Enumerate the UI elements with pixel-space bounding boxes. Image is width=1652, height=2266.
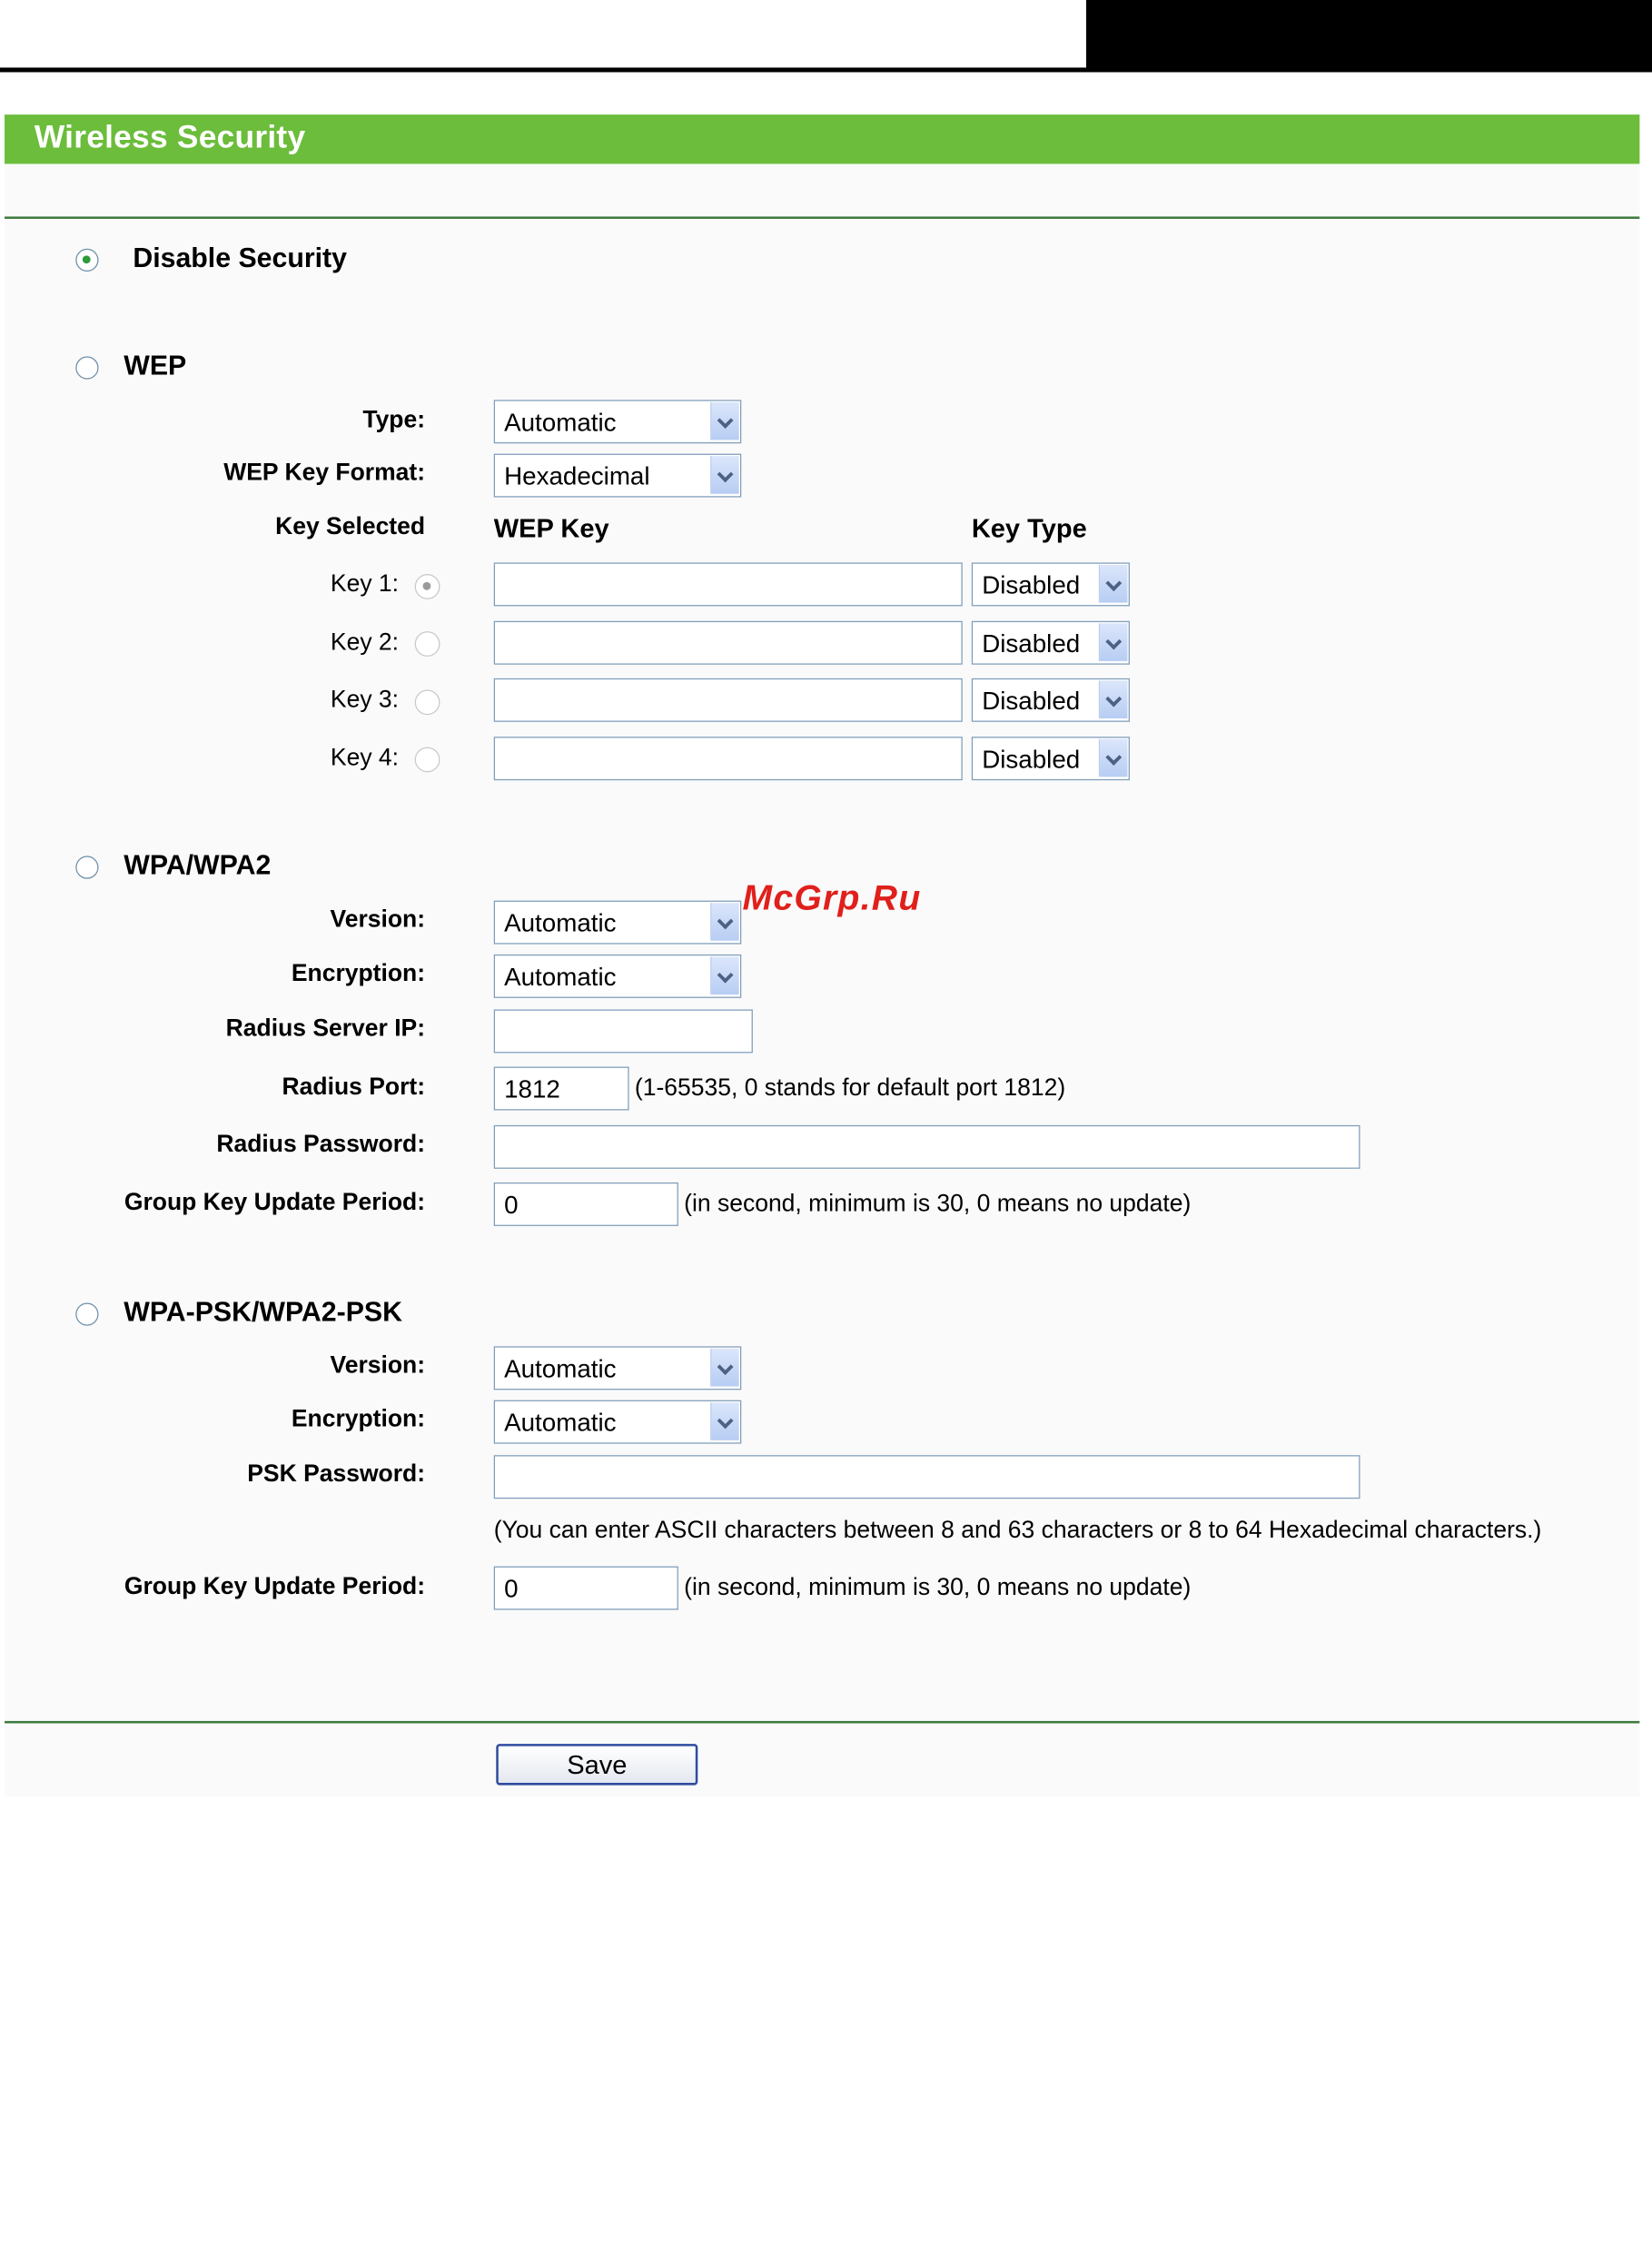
key-3-input[interactable] <box>494 678 963 722</box>
wep-type-select[interactable] <box>494 400 742 443</box>
psk-group-key-label: Group Key Update Period: <box>124 1573 426 1600</box>
chevron-down-icon[interactable] <box>710 1349 739 1387</box>
radius-ip-input[interactable] <box>494 1009 753 1053</box>
psk-version-select[interactable] <box>494 1346 742 1390</box>
radius-port-value: 1812 <box>504 1074 560 1103</box>
psk-encryption-value: Automatic <box>504 1408 617 1438</box>
psk-radio[interactable] <box>75 1302 98 1325</box>
wpa-group-key-input[interactable] <box>494 1182 678 1226</box>
wep-label: WEP <box>124 351 187 382</box>
key-4-radio[interactable] <box>415 747 440 773</box>
wpa-group-key-hint: (in second, minimum is 30, 0 means no update) <box>684 1190 1192 1217</box>
key-1-input[interactable] <box>494 562 963 606</box>
psk-group-key-input[interactable] <box>494 1567 678 1610</box>
radius-port-label: Radius Port: <box>282 1074 426 1101</box>
psk-version-label: Version: <box>330 1351 426 1379</box>
chevron-down-icon[interactable] <box>710 903 739 941</box>
radius-ip-label: Radius Server IP: <box>225 1014 426 1042</box>
radius-port-input[interactable] <box>494 1067 629 1111</box>
wep-type-label: Type: <box>362 406 426 433</box>
wpa-version-value: Automatic <box>504 908 617 937</box>
radius-port-hint: (1-65535, 0 stands for default port 1812) <box>634 1074 1066 1102</box>
wpa-radio[interactable] <box>75 856 98 878</box>
key-2-input[interactable] <box>494 621 963 665</box>
wpa-label: WPA/WPA2 <box>124 850 272 882</box>
key-4-label: Key 4: <box>330 745 400 772</box>
psk-password-input[interactable] <box>494 1455 1360 1499</box>
top-black-block <box>1086 0 1652 71</box>
key-1-type-select[interactable] <box>972 562 1130 606</box>
key-3-radio[interactable] <box>415 689 440 715</box>
key-3-type-value: Disabled <box>982 686 1081 716</box>
psk-password-label: PSK Password: <box>247 1460 426 1488</box>
watermark: McGrp.Ru <box>742 877 922 918</box>
key-2-label: Key 2: <box>330 628 400 656</box>
psk-label: WPA-PSK/WPA2-PSK <box>124 1297 402 1329</box>
wpa-encryption-value: Automatic <box>504 962 617 992</box>
key-1-radio[interactable] <box>415 574 440 599</box>
psk-encryption-label: Encryption: <box>291 1405 426 1432</box>
key-1-type-value: Disabled <box>982 570 1081 599</box>
psk-password-hint: (You can enter ASCII characters between 8 and 63 characters or 8 to 64 Hexadecimal characters.) <box>493 1517 1542 1544</box>
key-2-type-select[interactable] <box>972 621 1130 665</box>
chevron-down-icon[interactable] <box>710 956 739 994</box>
wep-format-label: WEP Key Format: <box>223 459 426 486</box>
key-selected-header: Key Selected <box>275 513 426 540</box>
chevron-down-icon[interactable] <box>1099 739 1128 777</box>
key-2-radio[interactable] <box>415 631 440 657</box>
chevron-down-icon[interactable] <box>710 456 739 494</box>
key-type-header: Key Type <box>971 513 1087 543</box>
page-title: Wireless Security <box>34 119 306 155</box>
psk-group-key-value: 0 <box>504 1574 519 1603</box>
wep-type-value: Automatic <box>504 408 617 437</box>
chevron-down-icon[interactable] <box>710 1402 739 1440</box>
psk-version-value: Automatic <box>504 1354 617 1383</box>
key-3-type-select[interactable] <box>972 678 1130 722</box>
key-4-input[interactable] <box>494 737 963 780</box>
chevron-down-icon[interactable] <box>1099 623 1128 661</box>
wpa-version-select[interactable] <box>494 901 742 945</box>
psk-encryption-select[interactable] <box>494 1400 742 1444</box>
disable-security-label: Disable Security <box>133 242 347 274</box>
radius-password-input[interactable] <box>494 1125 1360 1169</box>
psk-group-key-hint: (in second, minimum is 30, 0 means no update) <box>684 1574 1192 1601</box>
key-3-label: Key 3: <box>330 686 400 713</box>
top-divider <box>5 216 1639 219</box>
wep-format-value: Hexadecimal <box>504 461 650 490</box>
key-1-label: Key 1: <box>330 570 400 598</box>
chevron-down-icon[interactable] <box>710 402 739 440</box>
wpa-encryption-label: Encryption: <box>291 960 426 987</box>
wpa-version-label: Version: <box>330 905 426 933</box>
key-4-type-select[interactable] <box>972 737 1130 780</box>
chevron-down-icon[interactable] <box>1099 680 1128 718</box>
bottom-divider <box>5 1721 1639 1724</box>
disable-security-radio[interactable] <box>75 249 98 272</box>
key-4-type-value: Disabled <box>982 745 1081 774</box>
radius-password-label: Radius Password: <box>216 1131 426 1158</box>
wpa-encryption-select[interactable] <box>494 955 742 998</box>
save-button[interactable]: Save <box>496 1744 697 1785</box>
wep-format-select[interactable] <box>494 454 742 498</box>
key-2-type-value: Disabled <box>982 628 1081 658</box>
wpa-group-key-value: 0 <box>504 1190 519 1220</box>
wep-key-header: WEP Key <box>493 513 609 543</box>
wpa-group-key-label: Group Key Update Period: <box>124 1189 426 1216</box>
chevron-down-icon[interactable] <box>1099 565 1128 603</box>
page-header <box>5 114 1639 163</box>
wep-radio[interactable] <box>75 356 98 379</box>
